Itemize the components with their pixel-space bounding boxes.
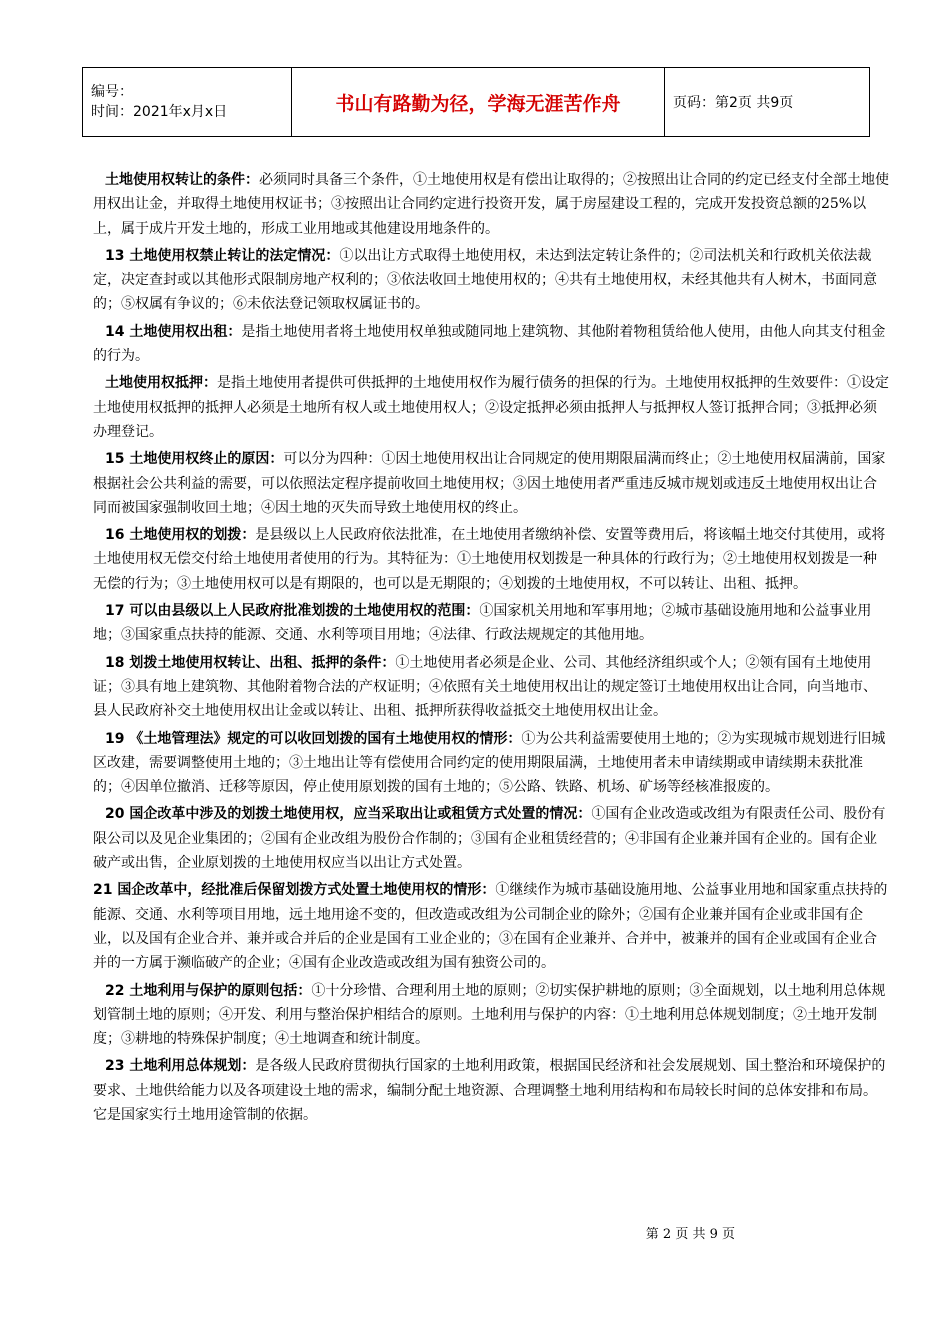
header-motto: 书山有路勤为径，学海无涯苦作舟: [292, 68, 665, 137]
paragraph-20: [93, 802, 889, 875]
paragraph-21: [93, 878, 889, 975]
paragraph-title: 土地使用权转让的条件：: [105, 172, 259, 188]
paragraph-17: [93, 599, 889, 648]
paragraph-title: 土地使用权抵押：: [105, 375, 217, 392]
paragraph-14: [93, 320, 889, 369]
number-label: 编号：: [91, 84, 133, 100]
paragraph-body: ①土地使用者必须是企业、公司、其他经济组织或个人；②领有国有土地使用证；③具有地上建筑物、其他附着物合法的产权证明；④依照有关土地使用权出让的规定签订土地使用权出让合同，向当地市、县人民政府补交土地使用权出让金或以转让、出租、抵押所获得收益抵交土地使用权出让金。: [93, 654, 877, 720]
paragraph-mortgage: [93, 371, 889, 444]
paragraph-body: ①为公共利益需要使用土地的；②为实现城市规划进行旧城区改建，需要调整使用土地的；③土地出让等有偿使用合同约定的使用期限届满，土地使用者未申请续期或申请续期未获批准的；④因单位撤消、迁移等原因，停止使用原划拨的国有土地的；⑤公路、铁路、机场、矿场等经核准报废的。: [93, 730, 886, 796]
paragraph-body: 是各级人民政府贯彻执行国家的土地利用政策，根据国民经济和社会发展规划、国土整治和环境保护的要求、土地供给能力以及各项建设土地的需求，编制分配土地资源、合理调整土地利用结构和布局较长时间的总体安排和布局。它是国家实行土地用途管制的依据。: [93, 1058, 886, 1123]
document-body: [93, 168, 889, 1130]
time-label: 时间：2021年x月x日: [91, 104, 228, 120]
paragraph-title: 15 土地使用权终止的原因：: [105, 451, 284, 468]
paragraph-transfer-conditions: [93, 168, 889, 241]
paragraph-title: 21 国企改革中，经批准后保留划拨方式处置土地使用权的情形：: [93, 882, 496, 899]
paragraph-19: [93, 727, 889, 800]
header-page-label: 页码：第2页 共9页: [665, 68, 870, 137]
header-info-cell: [83, 68, 292, 137]
paragraph-15: [93, 447, 889, 520]
paragraph-16: [93, 523, 889, 596]
paragraph-body: 必须同时具备三个条件，①土地使用权是有偿出让取得的；②按照出让合同的约定已经支付全部土地使用权出让金，并取得土地使用权证书；③按照出让合同约定进行投资开发，属于房屋建设工程的，完成开发投资总额的25%以上，属于成片开发土地的，形成工业用地或其他建设用地条件的。: [93, 172, 889, 237]
page-footer: 第 2 页 共 9 页: [645, 1227, 735, 1242]
paragraph-title: 13 土地使用权禁止转让的法定情况：: [105, 247, 340, 264]
paragraph-title: 14 土地使用权出租：: [105, 323, 242, 340]
paragraph-body: ①国有企业改造或改组为有限责任公司、股份有限公司以及见企业集团的；②国有企业改组为股份合作制的；③国有企业租赁经营的；④非国有企业兼并国有企业的。国有企业破产或出售，企业原划拨的土地使用权应当以出让方式处置。: [93, 806, 886, 872]
paragraph-title: 19 《土地管理法》规定的可以收回划拨的国有土地使用权的情形：: [105, 730, 522, 747]
paragraph-body: 是指土地使用者提供可供抵押的土地使用权作为履行债务的担保的行为。土地使用权抵押的生效要件：①设定土地使用权抵押的抵押人必须是土地所有权人或土地使用权人；②设定抵押必须由抵押人与抵押权人签订抵押合同；③抵押必须办理登记。: [93, 375, 889, 440]
paragraph-body: 是县级以上人民政府依法批准，在土地使用者缴纳补偿、安置等费用后，将该幅土地交付其使用，或将土地使用权无偿交付给土地使用者使用的行为。其特征为：①土地使用权划拨是一种具体的行政行为；②土地使用权划拨是一种无偿的行为；③土地使用权可以是有期限的，也可以是无期限的；④划拨的土地使用权，不可以转让、出租、抵押。: [93, 527, 886, 592]
paragraph-title: 17 可以由县级以上人民政府批准划拨的土地使用权的范围：: [105, 603, 480, 620]
header-table: [82, 67, 870, 137]
paragraph-body: 是指土地使用者将土地使用权单独或随同地上建筑物、其他附着物租赁给他人使用，由他人向其支付租金的行为。: [93, 323, 886, 365]
paragraph-13: [93, 244, 889, 317]
paragraph-title: 18 划拨土地使用权转让、出租、抵押的条件：: [105, 654, 396, 671]
paragraph-title: 16 土地使用权的划拨：: [105, 527, 256, 544]
paragraph-title: 23 土地利用总体规划：: [105, 1058, 256, 1075]
paragraph-18: [93, 651, 889, 724]
paragraph-title: 20 国企改革中涉及的划拨土地使用权，应当采取出让或租赁方式处置的情况：: [105, 806, 592, 823]
paragraph-body: ①继续作为城市基础设施用地、公益事业用地和国家重点扶持的能源、交通、水利等项目用地，远土地用途不变的，但改造或改组为公司制企业的除外；②国有企业兼并国有企业或非国有企业，以及国有企业合并、兼并或合并后的企业是国有工业企业的；③在国有企业兼并、合并中，被兼并的国有企业或国有企业合并的一方属于濒临破产的企业；④国有企业改造或改组为国有独资公司的。: [93, 882, 888, 972]
paragraph-title: 22 土地利用与保护的原则包括：: [105, 982, 312, 999]
paragraph-body: ①十分珍惜、合理利用土地的原则；②切实保护耕地的原则；③全面规划，以土地利用总体规划管制土地的原则；④开发、利用与整治保护相结合的原则。土地利用与保护的内容：①土地利用总体规划制度；②土地开发制度；③耕地的特殊保护制度；④土地调查和统计制度。: [93, 982, 886, 1048]
paragraph-22: [93, 979, 889, 1052]
paragraph-body: ①以出让方式取得土地使用权，未达到法定转让条件的；②司法机关和行政机关依法裁定，决定查封或以其他形式限制房地产权利的；③依法收回土地使用权的；④共有土地使用权，未经其他共有人树木，书面同意的；⑤权属有争议的；⑥未依法登记领取权属证书的。: [93, 247, 877, 313]
paragraph-body: 可以分为四种：①因土地使用权出让合同规定的使用期限届满而终止；②土地使用权届满前，国家根据社会公共利益的需要，可以依照法定程序提前收回土地使用权；③因土地使用者严重违反城市规划或违反土地使用权出让合同而被国家强制收回土地；④因土地的灭失而导致土地使用权的终止。: [93, 451, 886, 516]
paragraph-23: [93, 1054, 889, 1127]
paragraph-body: ①国家机关用地和军事用地；②城市基础设施用地和公益事业用地；③国家重点扶持的能源、交通、水利等项目用地；④法律、行政法规规定的其他用地。: [93, 603, 872, 644]
